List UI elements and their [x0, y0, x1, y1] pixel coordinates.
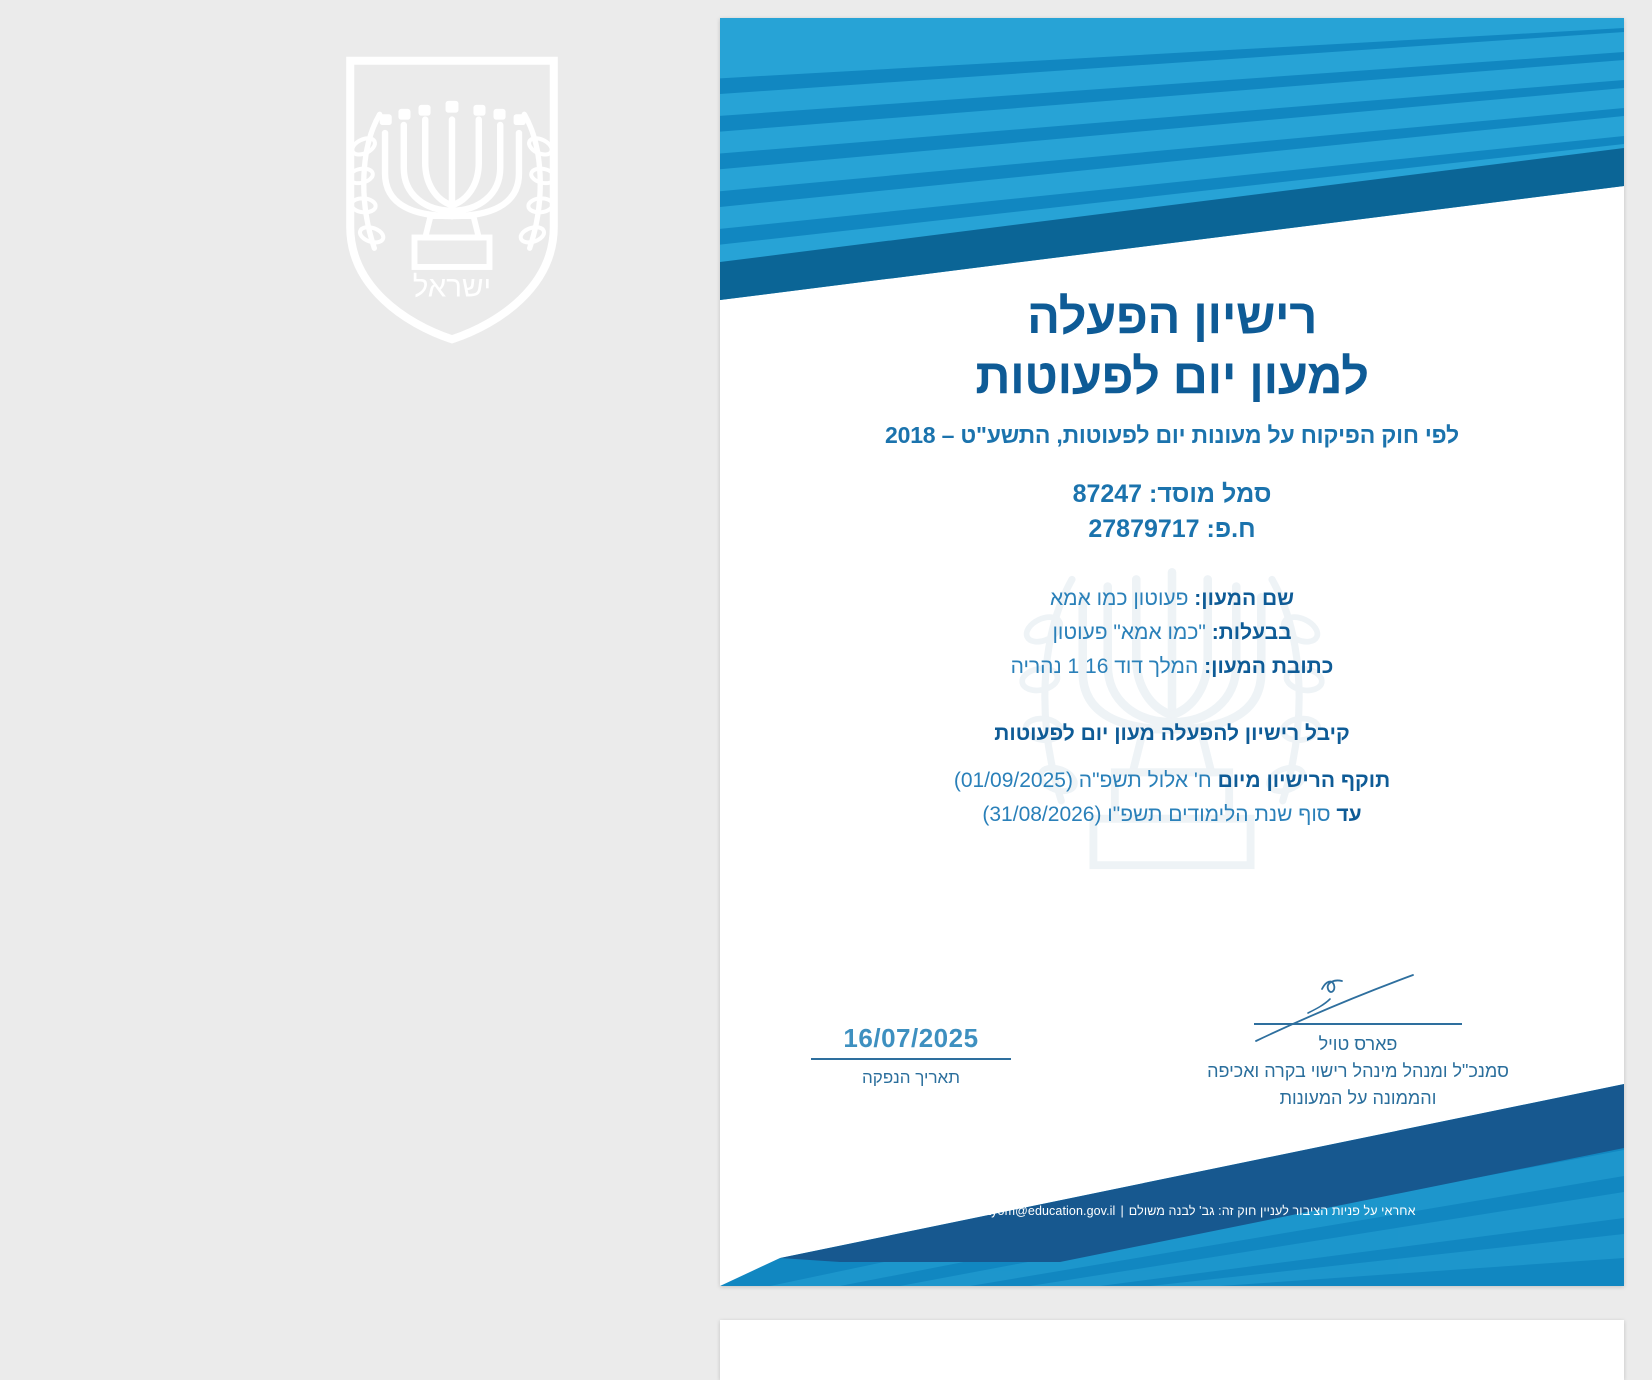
document-viewport: [412, 0, 1652, 1334]
issue-date-label: תאריך הנפקה: [862, 1068, 960, 1087]
signer-title-line-1: סמנכ"ל ומנהל מינהל רישוי בקרה ואכיפה: [1207, 1061, 1509, 1081]
signer-title-line-2: והממונה על המעונות: [1279, 1088, 1437, 1108]
validity-until-value: סוף שנת הלימודים תשפ"ו (31/08/2026): [982, 802, 1331, 826]
company-number-value: 27879717: [1088, 515, 1200, 544]
ministry-name-label: משרד החינוך: [782, 386, 876, 405]
title-line-2: למעון יום לפעוטות: [975, 349, 1369, 404]
grant-statement: קיבל רישיון להפעלה מעון יום לפעוטות: [994, 721, 1350, 745]
title-line-1: רישיון הפעלה: [1027, 290, 1317, 344]
next-page-preview: [720, 1320, 1624, 1380]
institution-code-value: 87247: [1072, 479, 1143, 508]
company-number-label: ח.פ:: [1206, 515, 1256, 544]
issue-date-rule: [811, 1058, 1011, 1060]
signer-name: פארס טויל: [1318, 1034, 1398, 1054]
validity-until-label: עד: [1336, 802, 1362, 826]
validity-block: [720, 764, 1624, 832]
validity-from-value: ח' אלול תשפ"ה (01/09/2025): [953, 768, 1212, 792]
detail-row-owner: [720, 616, 1624, 650]
footer-contact: [720, 1204, 1624, 1218]
identifier-row: [720, 512, 1624, 548]
handwritten-signature-icon: [1238, 969, 1478, 1047]
svg-text:ישראל: ישראל: [412, 270, 492, 304]
daycare-name-value: פעוטון כמו אמא: [1049, 586, 1189, 610]
footer-banner: [720, 1076, 1624, 1286]
validity-row-from: [720, 764, 1624, 798]
footer-separator: |: [1120, 1204, 1124, 1218]
institution-code-label: סמל מוסד:: [1149, 479, 1272, 508]
identifiers-block: [720, 477, 1624, 548]
state-name-label: מדינת ישראל: [782, 358, 876, 376]
identifier-row: [720, 477, 1624, 513]
israel-state-emblem-menorah-icon: [0, 50, 904, 350]
title-subtitle: לפי חוק הפיקוח על מעונות יום לפעוטות, התשע"ט – 2018: [885, 421, 1459, 448]
address-label: כתובת המעון:: [1204, 654, 1334, 678]
address-value: המלך דוד 16 1 נהריה: [1010, 654, 1199, 678]
footer-contact-text: אחראי על פניות הציבור לעניין חוק זה: גב' לבנה משולם: [1128, 1204, 1416, 1218]
validity-from-label: תוקף הרישיון מיום: [1217, 768, 1391, 792]
footer-email[interactable]: pnzmeonotyom@education.gov.il: [928, 1204, 1116, 1218]
validity-row-until: [720, 798, 1624, 832]
owner-value: "כמו אמא" פעוטון: [1052, 620, 1206, 644]
state-emblem-block: [412, 50, 904, 407]
detail-row-daycare-name: [720, 582, 1624, 616]
certificate-page: [412, 18, 1624, 1286]
footer-banner-graphic: [720, 1076, 1624, 1286]
issue-date-value: 16/07/2025: [843, 1023, 979, 1053]
daycare-name-label: שם המעון:: [1194, 586, 1295, 610]
details-block: [720, 582, 1624, 684]
owner-label: בבעלות:: [1211, 620, 1292, 644]
detail-row-address: [720, 650, 1624, 684]
